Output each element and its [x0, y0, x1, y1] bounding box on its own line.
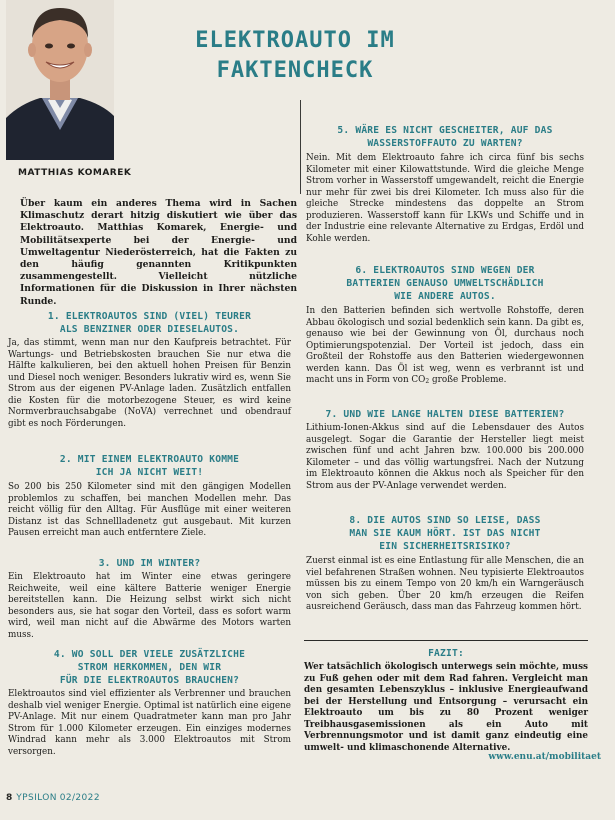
co2-subscript: 2	[425, 378, 430, 385]
section-7-heading-line-1: 7. UND WIE LANGE HALTEN DIESE BATTERIEN?	[325, 409, 565, 420]
section-8-heading-line-3: EIN SICHERHEITSRISIKO?	[379, 541, 511, 552]
fazit-body: Wer tatsächlich ökologisch unterwegs sein möchte, muss zu Fuß gehen oder mit dem Rad fahren. Vergleicht man den gesamten Lebenszyklus – inklusive Energieaufwand bei der Herstellung und Entsorgung – verursacht ein Elektroauto um bis zu 80 Prozent weniger Treibhausgasemissionen als ein Auto mit Verbrennungsmotor und ist damit ganz eindeutig eine umwelt- und klimaschonende Alternative.	[304, 662, 588, 753]
section-5-heading-line-1: 5. WÄRE ES NICHT GESCHEITER, AUF DAS	[337, 125, 553, 136]
section-4-heading	[8, 648, 291, 687]
section-4-body: Elektroautos sind viel effizienter als Verbrenner und brauchen deshalb viel weniger Energie. Optimal ist natürlich eine eigene PV-Anlage. Mit nur einem Quadratmeter kann man pro Jahr Strom für 1.000 Kilometer erzeugen. Ein einziges modernes Windrad kann mehr als 3.000 Elektroautos mit Strom versorgen.	[8, 689, 291, 757]
fazit-heading: FAZIT:	[428, 648, 464, 659]
section-1	[8, 310, 291, 430]
section-8-body: Zuerst einmal ist es eine Entlastung für alle Menschen, die an viel befahrenen Straßen wohnen. Neu typisierte Elektroautos müssen bis zu einem Tempo von 20 km/h ein Warngeräusch von sich geben. Über 20 km/h erzeugen die Reifen ausreichend Geräusch, dass man das Fahrzeug kommen hört.	[306, 556, 584, 612]
section-5	[306, 124, 584, 245]
title-line-2: FAKTENCHECK	[216, 58, 374, 83]
page-title	[150, 26, 440, 86]
title-line-1: ELEKTROAUTO IM	[195, 28, 395, 53]
page-number: 8	[6, 793, 13, 803]
author-portrait-illustration	[6, 0, 114, 160]
section-7-heading	[306, 408, 584, 421]
author-name: MATTHIAS KOMAREK	[18, 168, 132, 178]
section-6-heading-line-1: 6. ELEKTROAUTOS SIND WEGEN DER	[355, 265, 535, 276]
section-4-heading-line-1: 4. WO SOLL DER VIELE ZUSÄTZLICHE	[53, 649, 246, 660]
fazit-box	[304, 640, 588, 769]
section-3-heading	[8, 557, 291, 570]
section-7	[306, 408, 584, 492]
section-7-body: Lithium-Ionen-Akkus sind auf die Lebensdauer des Autos ausgelegt. Sogar die Garantie der Hersteller liegt meist zwischen fünf und acht Jahren bzw. 100.000 bis 200.000 Kilometer – und das völlig wartungsfrei. Nach der Nutzung im Elektroauto können die Akkus noch als Speicher für den Strom aus der PV-Anlage verwendet werden.	[306, 423, 584, 491]
section-2	[8, 453, 291, 540]
section-5-heading	[306, 124, 584, 150]
section-3-body: Ein Elektroauto hat im Winter eine etwas geringere Reichweite, weil eine kältere Batterie weniger Energie bereitstellen kann. Die Heizung selbst wirkt sich nicht besonders aus, sie hat sogar den Vorteil, dass es sofort warm wird, weil man nicht auf die Abwärme des Motors warten muss.	[8, 572, 291, 640]
section-5-body: Nein. Mit dem Elektroauto fahre ich circa fünf bis sechs Kilometer mit einer Kilowattstunde. Wird die gleiche Menge Strom vorher in Wasserstoff umgewandelt, reicht die Energie nur mehr für zwei bis drei Kilometer. Ich muss also für die gleiche Strecke mindestens das doppelte an Strom produzieren. Wasserstoff kann für LKWs und Schiffe und in der Industrie eine relevante Alternative zu Erdgas, Erdöl und Kohle werden.	[306, 153, 584, 244]
section-3-heading-line-1: 3. UND IM WINTER?	[98, 558, 201, 569]
fazit-website-link[interactable]: www.enu.at/mobilitaet	[488, 752, 601, 762]
section-5-heading-line-2: WASSERSTOFFAUTO ZU WARTEN?	[367, 138, 523, 149]
section-2-heading-line-1: 2. MIT EINEM ELEKTROAUTO KOMME	[59, 454, 240, 465]
section-8	[306, 514, 584, 614]
section-6-body	[306, 306, 584, 388]
section-3	[8, 557, 291, 641]
section-4-heading-line-3: FÜR DIE ELEKTROAUTOS BRAUCHEN?	[59, 675, 240, 686]
section-4	[8, 648, 291, 758]
section-8-heading-line-2: MAN SIE KAUM HÖRT. IST DAS NICHT	[349, 528, 541, 539]
section-1-heading-line-2: ALS BENZINER ODER DIESELAUTOS.	[59, 324, 240, 335]
page-footer	[6, 793, 100, 803]
intro-text: Über kaum ein anderes Thema wird in Sachen Klimaschutz derart hitzig diskutiert wie über das Elektroauto. Matthias Komarek, Energie- und Mobilitätsexperte bei der Energie- und Umweltagentur Niederösterreich, hat die Fakten zu den häufig genannten Kritikpunkten zusammengestellt. Vielleicht nützliche Informationen für die Diskussion in Ihrer nächsten Runde.	[20, 198, 297, 307]
section-6-body-end: große Probleme.	[429, 375, 507, 385]
section-1-heading	[8, 310, 291, 336]
section-1-body: Ja, das stimmt, wenn man nur den Kaufpreis betrachtet. Für Wartungs- und Betriebskosten brauchen Sie nur etwa die Hälfte kalkulieren, bei den aktuell hohen Preisen für Benzin und Diesel noch weniger. Besonders lukrativ wird es, wenn Sie Strom aus der eigenen PV-Anlage laden. Zusätzlich entfallen die Kosten für die motorbezogene Steuer, es wird keine Normverbrauchsabgabe (NoVA) verrechnet und obendrauf gibt es noch Förderungen.	[8, 338, 291, 429]
section-6-heading-line-2: BATTERIEN GENAUSO UMWELTSCHÄDLICH	[346, 278, 544, 289]
section-2-heading	[8, 453, 291, 479]
section-8-heading	[306, 514, 584, 553]
section-1-heading-line-1: 1. ELEKTROAUTOS SIND (VIEL) TEURER	[47, 311, 252, 322]
section-4-heading-line-2: STROM HERKOMMEN, DEN WIR	[77, 662, 222, 673]
section-2-body: So 200 bis 250 Kilometer sind mit den gängigen Modellen problemlos zu schaffen, bei manchen Modellen mehr. Das reicht völlig für den Alltag. Für Ausflüge mit einer weiteren Distanz ist das Schnellladenetz gut ausgebaut. Mit kurzen Pausen erreicht man auch entferntere Ziele.	[8, 482, 291, 538]
author-photo	[6, 0, 114, 160]
magazine-issue: 02/2022	[59, 793, 100, 803]
section-6	[306, 264, 584, 388]
section-6-heading	[306, 264, 584, 303]
section-6-body-text: In den Batterien befinden sich wertvolle Rohstoffe, deren Abbau ökologisch und sozial bedenklich sein kann. Da gibt es, genauso wie bei der Gewinnung von Öl, durchaus noch Optimierungspotenzial. Der Vorteil ist jedoch, dass ein Großteil der Rohstoffe aus den Batterien wiedergewonnen werden kann. Das Öl ist weg, wenn es verbrannt ist und macht uns in Form von CO	[306, 306, 584, 385]
magazine-name: YPSILON	[16, 793, 57, 803]
section-2-heading-line-2: ICH JA NICHT WEIT!	[95, 467, 204, 478]
section-8-heading-line-1: 8. DIE AUTOS SIND SO LEISE, DASS	[349, 515, 541, 526]
column-divider	[300, 100, 301, 194]
section-6-heading-line-3: WIE ANDERE AUTOS.	[394, 291, 496, 302]
